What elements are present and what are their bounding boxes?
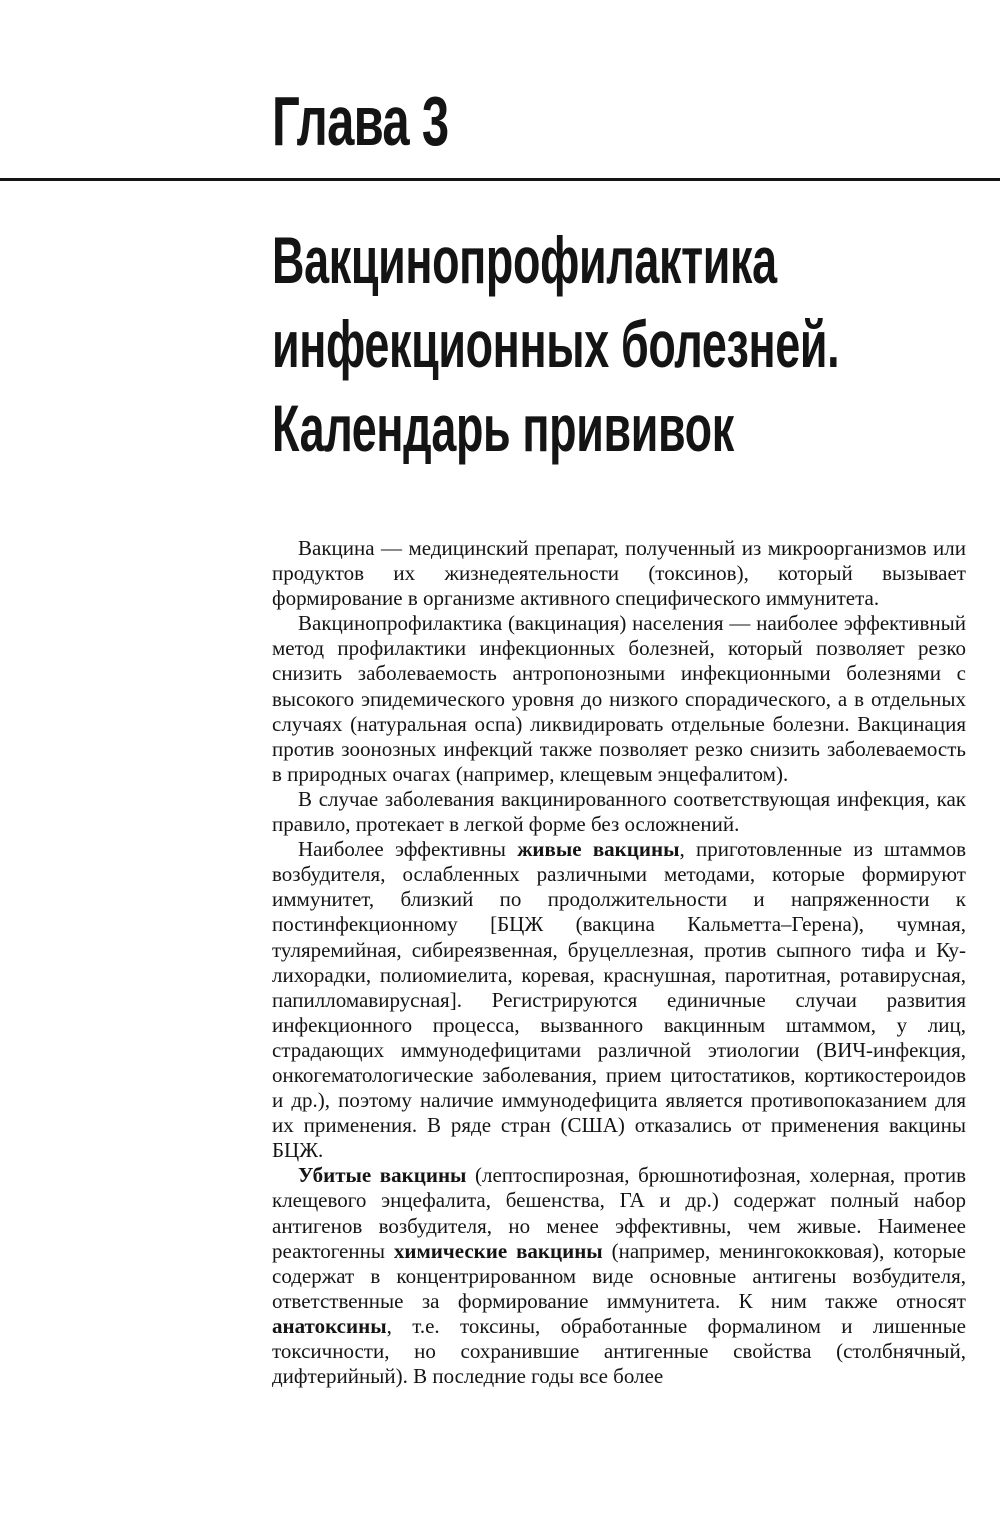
paragraph-live-vaccines <box>272 837 966 1163</box>
chapter-divider <box>0 178 1000 181</box>
text-fragment: (лептоспирозная, брюшнотифозная, холерная, против клещевого энцефалита, бешенства, ГА и др.) содержат полный набор антигенов возбудителя, но менее эффективны, чем живые. Наименее реактогенны <box>272 1163 966 1263</box>
chapter-title <box>272 218 839 470</box>
term-anatoxins: анатоксины <box>272 1313 387 1338</box>
chapter-title-line: Календарь прививок <box>272 391 734 465</box>
paragraph-vaccine-definition: Вакцина — медицинский препарат, полученный из микроорганизмов или продуктов их жизнедеятельности (токсинов), который вызывает формирование в организме активного специфического иммунитета. <box>272 536 966 611</box>
text-fragment: Наиболее эффективны <box>298 837 518 862</box>
text-fragment: , т.е. токсины, обработанные формалином и лишенные токсичности, но сохранившие антигенные свойства (столбнячный, дифтерийный). В последние годы все более <box>272 1313 966 1389</box>
chapter-title-line: инфекционных болезней. <box>272 307 840 381</box>
term-live-vaccines: живые вакцины <box>517 837 680 862</box>
chapter-title-line: Вакцинопрофилактика <box>272 223 777 297</box>
paragraph-vaccination: Вакцинопрофилактика (вакцинация) населения — наиболее эффективный метод профилактики инфекционных болезней, который позволяет резко снизить заболеваемость антропонозными инфекционными болезнями с высокого эпидемического уровня до низкого спорадического, а в отдельных случаях (натуральная оспа) ликвидировать отдельные болезни. Вакцинация против зоонозных инфекций также позволяет резко снизить заболеваемость в природных очагах (например, клещевым энцефалитом). <box>272 611 966 786</box>
term-killed-vaccines: Убитые вакцины <box>298 1163 467 1188</box>
text-fragment: (например, менингококковая), которые содержат в концентрированном виде основные антигены возбудителя, ответственные за формирование иммунитета. К ним также относят <box>272 1238 966 1313</box>
body-text <box>272 536 966 1389</box>
chapter-number: Глава 3 <box>272 82 449 160</box>
paragraph-killed-vaccines <box>272 1163 966 1389</box>
term-chemical-vaccines: химические вакцины <box>393 1238 603 1263</box>
text-fragment: , приготовленные из штаммов возбудителя, ослабленных различными методами, которые формируют иммунитет, близкий по продолжительности и напряженности к постинфекционному [БЦЖ (вакцина Кальметта–Герена), чумная, туляремийная, сибиреязвенная, бруцеллезная, против сыпного тифа и Ку-лихорадки, полиомиелита, коревая, краснушная, паротитная, ротавирусная, папилломавирусная]. Регистрируются единичные случаи развития инфекционного процесса, вызванного вакцинным штаммом, у лиц, страдающих иммунодефицитами различной этиологии (ВИЧ-инфекция, онкогематологические заболевания, прием цитостатиков, кортикостероидов и др.), поэтому наличие иммунодефицита является противопоказанием для их применения. В ряде стран (США) отказались от применения вакцины БЦЖ. <box>272 837 966 1163</box>
paragraph-infection-course: В случае заболевания вакцинированного соответствующая инфекция, как правило, протекает в легкой форме без осложнений. <box>272 786 966 837</box>
